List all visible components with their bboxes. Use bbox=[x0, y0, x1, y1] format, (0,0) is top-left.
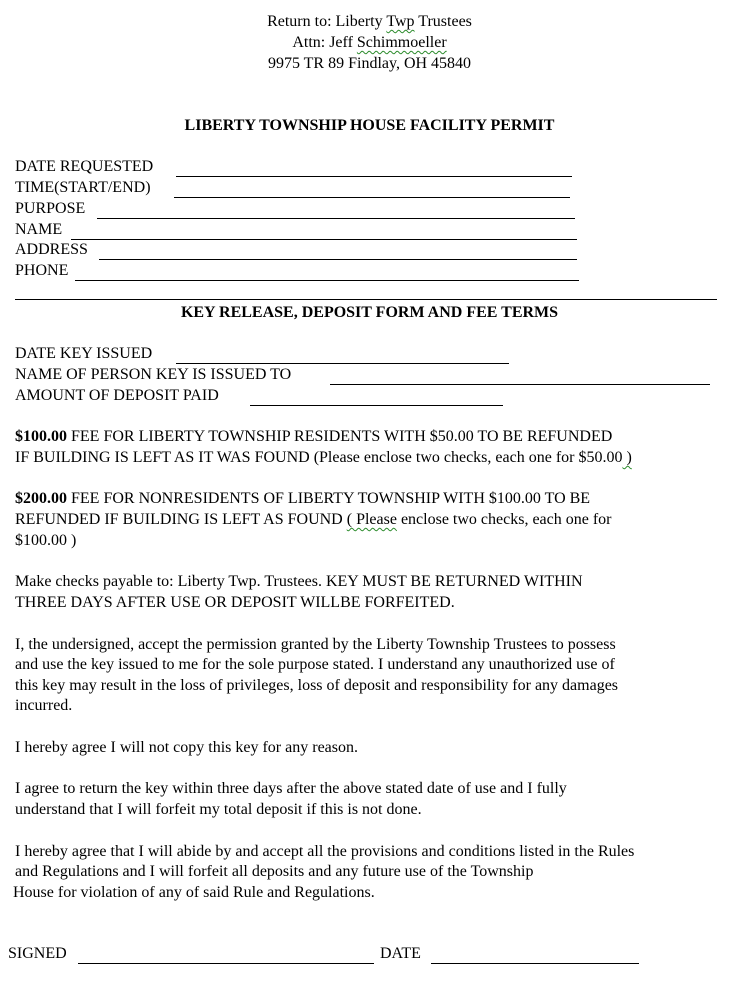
permit-title: LIBERTY TOWNSHIP HOUSE FACILITY PERMIT bbox=[184, 117, 555, 134]
date-key-issued-line[interactable] bbox=[176, 363, 509, 364]
key-section-title: KEY RELEASE, DEPOSIT FORM AND FEE TERMS bbox=[180, 304, 559, 321]
nonresident-fee-text2: REFUNDED IF BUILDING IS LEFT AS FOUND bbox=[15, 511, 347, 528]
payable-line1: Make checks payable to: Liberty Twp. Trustees. KEY MUST BE RETURNED WITHIN bbox=[15, 573, 583, 590]
undersigned-line2: and use the key issued to me for the sole purpose stated. I understand any unauthorized use of bbox=[15, 656, 615, 673]
attn-line bbox=[0, 33, 739, 53]
section-divider bbox=[15, 299, 717, 300]
date-requested-label: DATE REQUESTED bbox=[15, 158, 154, 175]
purpose-line[interactable] bbox=[97, 218, 575, 219]
name-issued-to-line[interactable] bbox=[330, 384, 710, 385]
undersigned-line4: incurred. bbox=[15, 697, 73, 714]
abide-line3: House for violation of any of said Rule and Regulations. bbox=[13, 884, 375, 901]
name-line[interactable] bbox=[71, 239, 577, 240]
return-to-twp: Twp bbox=[386, 13, 415, 30]
name-issued-to-label: NAME OF PERSON KEY IS ISSUED TO bbox=[15, 366, 292, 383]
nonresident-fee-text2-squiggle: ( Please bbox=[346, 511, 397, 528]
phone-label: PHONE bbox=[15, 262, 69, 279]
nonresident-fee-text1: FEE FOR NONRESIDENTS OF LIBERTY TOWNSHIP WITH $100.00 TO BE bbox=[67, 490, 591, 507]
return-key-line1: I agree to return the key within three days after the above stated date of use and I fully bbox=[15, 780, 567, 797]
undersigned-line3: this key may result in the loss of privileges, loss of deposit and responsibility for any damages bbox=[15, 677, 619, 694]
date-key-issued-label: DATE KEY ISSUED bbox=[15, 345, 153, 362]
address-label: ADDRESS bbox=[15, 241, 88, 258]
date-requested-line[interactable] bbox=[176, 176, 572, 177]
resident-fee-text2-end: ) bbox=[622, 449, 632, 466]
no-copy-line: I hereby agree I will not copy this key for any reason. bbox=[15, 739, 358, 756]
signature-date-label: DATE bbox=[380, 945, 421, 962]
signature-date-line[interactable] bbox=[431, 963, 639, 964]
nonresident-fee-line2 bbox=[15, 510, 612, 530]
resident-fee-line1 bbox=[15, 427, 612, 447]
deposit-paid-line[interactable] bbox=[250, 405, 503, 406]
name-label: NAME bbox=[15, 221, 63, 238]
address-line[interactable] bbox=[99, 259, 577, 260]
time-label: TIME(START/END) bbox=[15, 179, 151, 196]
attn-prefix: Attn: Jeff bbox=[292, 34, 357, 51]
deposit-paid-label: AMOUNT OF DEPOSIT PAID bbox=[15, 387, 219, 404]
resident-fee-line2 bbox=[15, 448, 632, 468]
nonresident-fee-text2-end: enclose two checks, each one for bbox=[396, 511, 612, 528]
undersigned-line1: I, the undersigned, accept the permission granted by the Liberty Township Trustees to possess bbox=[15, 636, 616, 653]
abide-line2: and Regulations and I will forfeit all deposits and any future use of the Township bbox=[15, 863, 534, 880]
nonresident-fee-line3: $100.00 ) bbox=[15, 532, 77, 549]
nonresident-fee-amount: $200.00 bbox=[15, 490, 67, 507]
resident-fee-text1: FEE FOR LIBERTY TOWNSHIP RESIDENTS WITH $50.00 TO BE REFUNDED bbox=[67, 428, 613, 445]
return-key-line2: understand that I will forfeit my total deposit if this is not done. bbox=[15, 801, 422, 818]
resident-fee-text2: IF BUILDING IS LEFT AS IT WAS FOUND (Please enclose two checks, each one for $50.00 bbox=[15, 449, 623, 466]
return-to-line bbox=[0, 12, 739, 32]
time-line[interactable] bbox=[174, 197, 570, 198]
return-to-prefix: Return to: Liberty bbox=[267, 13, 387, 30]
resident-fee-amount: $100.00 bbox=[15, 428, 67, 445]
signature-line[interactable] bbox=[78, 963, 374, 964]
return-to-suffix: Trustees bbox=[414, 13, 472, 30]
nonresident-fee-line1 bbox=[15, 489, 590, 509]
payable-line2: THREE DAYS AFTER USE OR DEPOSIT WILLBE FORFEITED. bbox=[15, 594, 455, 611]
purpose-label: PURPOSE bbox=[15, 200, 86, 217]
phone-line[interactable] bbox=[75, 280, 579, 281]
attn-name: Schimmoeller bbox=[356, 34, 447, 51]
signed-label: SIGNED bbox=[8, 945, 67, 962]
mailing-address: 9975 TR 89 Findlay, OH 45840 bbox=[267, 55, 472, 72]
abide-line1: I hereby agree that I will abide by and accept all the provisions and conditions listed in the Rules bbox=[15, 843, 635, 860]
